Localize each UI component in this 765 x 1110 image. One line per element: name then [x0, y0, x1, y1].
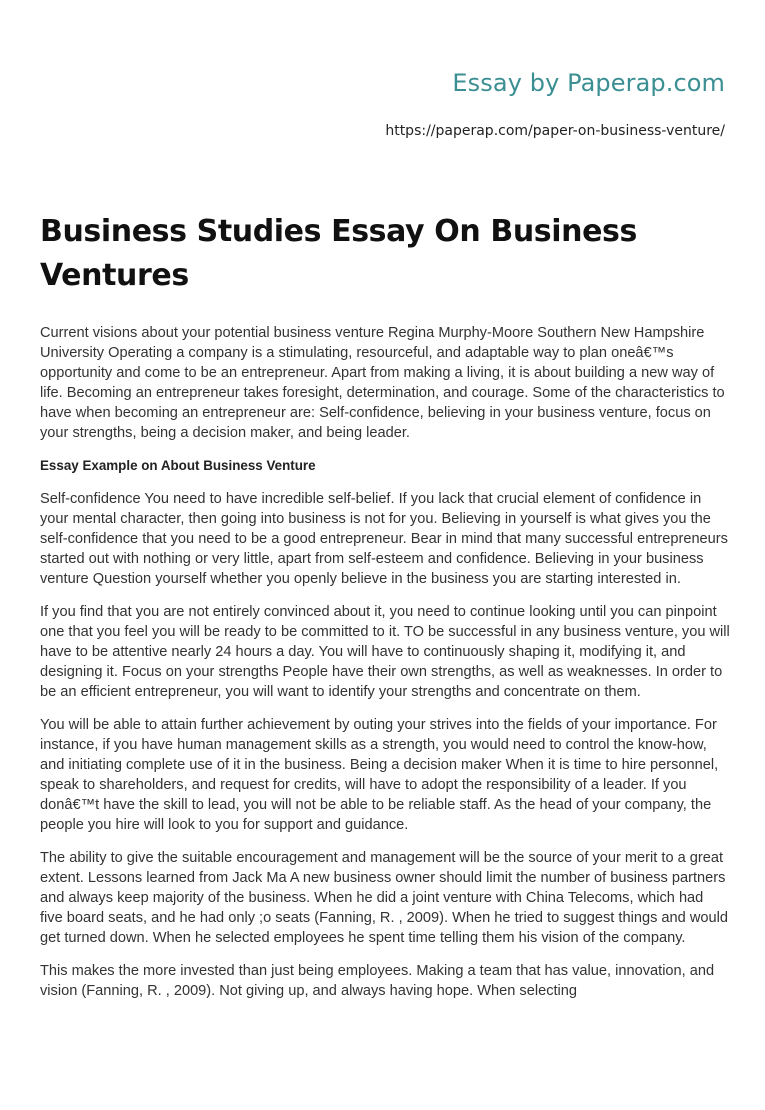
section-subheading: Essay Example on About Business Venture — [40, 458, 316, 473]
page-header — [385, 66, 725, 141]
source-url-link[interactable]: https://paperap.com/paper-on-business-venture/ — [385, 123, 725, 139]
paragraph: You will be able to attain further achievement by outing your strives into the fields of your importance. For instance, if you have human management skills as a strength, you would need to control the know-how, and initiating complete use of it in the business. Being a decision maker When it is time to hire personnel, speak to shareholders, and request for credits, will have to adopt the responsibility of a leader. If you donâ€™t have the skill to lead, you will not be able to be reliable staff. As the head of your company, the people you hire will look to you for support and guidance. — [40, 717, 719, 833]
paragraph: Self-confidence You need to have incredible self-belief. If you lack that crucial element of confidence in your mental character, then going into business is not for you. Believing in yourself is what gives you the self-confidence that you need to be a good entrepreneur. Bear in mind that many successful entrepreneurs started out with nothing or very little, apart from self-esteem and confidence. Believing in your business venture Question yourself whether you openly believe in the business you are starting interested in. — [40, 491, 728, 587]
paragraph: This makes the more invested than just being employees. Making a team that has value, innovation, and vision (Fanning, R. , 2009). Not giving up, and always having hope. When selecting — [40, 963, 715, 999]
paragraph: The ability to give the suitable encouragement and management will be the source of your merit to a great extent. Lessons learned from Jack Ma A new business owner should limit the number of business partners and always keep majority of the business. When he did a joint venture with China Telecoms, which had five board seats, and he had only ;o seats (Fanning, R. , 2009). When he tried to suggest things and would get turned down. When he selected employees he spent time telling them his vision of the company. — [40, 850, 728, 946]
essay-body — [40, 323, 730, 1014]
essay-title: Business Studies Essay On Business Ventures — [40, 214, 637, 293]
paragraph: If you find that you are not entirely convinced about it, you need to continue looking until you can pinpoint one that you feel you will be ready to be committed to it. TO be successful in any business venture, you will have to be attentive nearly 24 hours a day. You will have to continuously shaping it, modifying it, and designing it. Focus on your strengths People have their own strengths, as well as weaknesses. In order to be an efficient entrepreneur, you will want to identify your strengths and concentrate on them. — [40, 604, 730, 700]
site-brand-link[interactable]: Essay by Paperap.com — [452, 69, 725, 97]
paragraph: Current visions about your potential business venture Regina Murphy-Moore Southern New Hampshire University Operating a company is a stimulating, resourceful, and adaptable way to plan oneâ€™s opportunity and come to be an entrepreneur. Apart from making a living, it is about building a new way of life. Becoming an entrepreneur takes foresight, determination, and courage. Some of the characteristics to have when becoming an entrepreneur are: Self-confidence, believing in your business venture, focus on your strengths, being a decision maker, and being leader. — [40, 325, 725, 441]
